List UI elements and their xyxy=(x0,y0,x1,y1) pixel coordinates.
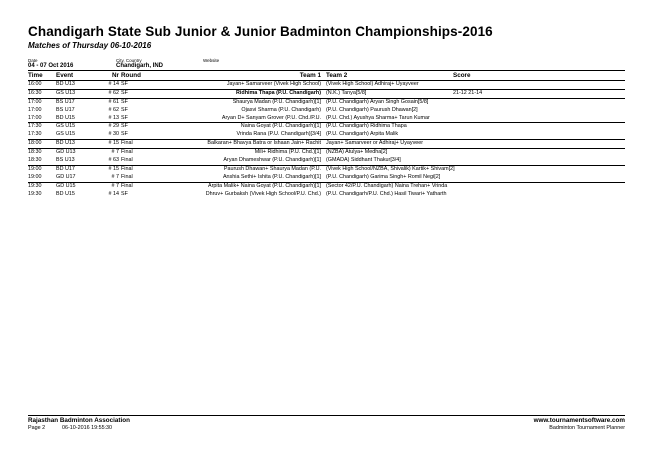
cell-time: 17:30 xyxy=(28,131,42,138)
cell-team2: (NZBA) Atulya+ Medha[2] xyxy=(326,149,388,156)
col-team1: Team 1 xyxy=(299,72,321,79)
cell-nr: # 30 xyxy=(108,131,119,138)
cell-round: SF xyxy=(121,123,128,130)
cell-team1: Jayan+ Samarveer (Vivek High School) xyxy=(226,81,321,87)
footer-product: Badminton Tournament Planner xyxy=(549,425,625,431)
page-number: Page 2 xyxy=(28,425,46,431)
cell-event: BD U13 xyxy=(56,140,75,147)
col-time: Time xyxy=(28,72,43,79)
cell-round: Final xyxy=(121,149,133,156)
cell-round: Final xyxy=(121,157,133,164)
cell-round: SF xyxy=(121,106,128,113)
cell-nr: # 29 xyxy=(108,123,119,130)
table-row xyxy=(28,107,625,115)
cell-event: GD U15 xyxy=(56,182,76,189)
city-value: Chandigarh, IND xyxy=(116,63,164,69)
cell-event: GD U13 xyxy=(56,149,76,156)
col-round: Round xyxy=(121,72,141,79)
cell-team2: (GMADA) Siddhant Thakur[3/4] xyxy=(326,157,401,164)
cell-event: BD U15 xyxy=(56,190,75,197)
cell-score: 21-12 21-14 xyxy=(453,89,483,96)
cell-round: Final xyxy=(121,165,133,172)
cell-team1: Anshia Sethi+ Ishita (P.U. Chandigarh)[1] xyxy=(222,173,321,180)
date-label: Date xyxy=(28,58,38,63)
cell-time: 17:00 xyxy=(28,98,42,105)
cell-team1: Aryan D+ Sanyam Grover (P.U. Chd./P.U. xyxy=(221,114,321,121)
cell-team1: Arpita Malik+ Naina Goyat (P.U. Chandigarh)[1] xyxy=(207,182,321,189)
cell-time: 19:30 xyxy=(28,182,42,189)
cell-round: SF xyxy=(121,98,128,105)
print-timestamp: 06-10-2016 19:55:30 xyxy=(62,425,113,431)
cell-nr: # 14 xyxy=(108,81,119,87)
cell-team2: Jayan+ Samarveer or Adhiraj+ Uyayveer xyxy=(326,140,424,147)
cell-round: SF xyxy=(121,81,128,87)
cell-team1: Mili+ Ridhima (P.U. Chd.)[1] xyxy=(254,149,321,156)
cell-round: SF xyxy=(121,114,128,121)
cell-team2: (P.U. Chandigarh) Garima Singh+ Romil Negi[2] xyxy=(326,173,441,180)
cell-team2: (P.U. Chandigarh) Aryan Singh Gosain[5/8] xyxy=(326,98,429,105)
cell-event: BS U17 xyxy=(56,106,75,113)
cell-time: 17:00 xyxy=(28,114,42,121)
table-row xyxy=(28,165,625,174)
cell-team2: (P.U. Chandigarh) Arpita Malik xyxy=(326,131,399,138)
cell-nr: # 63 xyxy=(108,157,119,164)
cell-round: Final xyxy=(121,140,133,147)
col-nr: Nr xyxy=(112,72,119,79)
cell-time: 19:30 xyxy=(28,190,42,197)
date-value: 04 - 07 Oct 2016 xyxy=(28,63,74,69)
cell-team1: Dhruv+ Gurbaksh (Vivek High School/P.U. Chd.) xyxy=(205,190,321,197)
table-row xyxy=(28,157,625,165)
cell-nr: # 7 xyxy=(111,173,119,180)
table-row xyxy=(28,148,625,157)
table-row xyxy=(28,98,625,107)
cell-nr: # 7 xyxy=(111,182,119,189)
cell-team2: (Vivek High School/NZBA, Shivalik) Kartik+ Shivam[2] xyxy=(326,165,455,172)
cell-team1: Paurush Dhawan+ Shaurya Madan (P.U. xyxy=(223,165,321,172)
cell-team1: Aryan Dhameshwar (P.U. Chandigarh)[1] xyxy=(223,157,321,164)
cell-time: 18:30 xyxy=(28,157,42,164)
page-title: Chandigarh State Sub Junior & Junior Badminton Championships-2016 xyxy=(28,24,493,39)
cell-time: 17:00 xyxy=(28,106,42,113)
cell-event: BD U15 xyxy=(56,114,75,121)
col-team2: Team 2 xyxy=(326,72,348,79)
cell-round: SF xyxy=(121,131,128,138)
cell-event: GD U17 xyxy=(56,173,76,180)
table-row xyxy=(28,191,625,199)
cell-round: Final xyxy=(121,182,133,189)
cell-team1: Ridhima Thapa (P.U. Chandigarh) xyxy=(236,89,321,96)
cell-nr: # 7 xyxy=(111,149,119,156)
cell-time: 17:30 xyxy=(28,123,42,130)
cell-team1: Balkaran+ Bhavya Batra or Ishaan Jain+ Rachit xyxy=(207,140,321,147)
cell-team2: (Vivek High School) Adhiraj+ Uyayveer xyxy=(326,81,419,87)
cell-team1: Vrinda Rana (P.U. Chandigarh)[3/4] xyxy=(236,131,321,138)
cell-round: SF xyxy=(121,89,128,96)
cell-team1: Naina Goyat (P.U. Chandigarh)[1] xyxy=(240,123,321,130)
cell-time: 19:00 xyxy=(28,165,42,172)
cell-team1: Shaurya Madan (P.U. Chandigarh)[1] xyxy=(232,98,321,105)
cell-round: SF xyxy=(121,190,128,197)
cell-nr: # 61 xyxy=(108,98,119,105)
cell-event: GS U15 xyxy=(56,131,76,138)
website-label: Website xyxy=(203,58,220,63)
cell-team2: (N.K.) Tanya[5/8] xyxy=(326,89,367,96)
table-row xyxy=(28,139,625,148)
col-score: Score xyxy=(453,72,471,79)
cell-time: 16:30 xyxy=(28,89,42,96)
col-event: Event xyxy=(56,72,74,79)
cell-team2: (P.U. Chd.) Ayushya Sharma+ Tarun Kumar xyxy=(326,114,430,121)
cell-nr: # 15 xyxy=(108,140,119,147)
cell-team2: (P.U. Chandigarh) Paurush Dhawan[2] xyxy=(326,106,418,113)
table-row xyxy=(28,182,625,191)
cell-nr: # 62 xyxy=(108,89,119,96)
cell-nr: # 15 xyxy=(108,165,119,172)
cell-event: GS U13 xyxy=(56,89,76,96)
cell-event: BD U17 xyxy=(56,165,75,172)
table-header xyxy=(28,71,625,80)
cell-time: 19:00 xyxy=(28,173,42,180)
cell-time: 16:00 xyxy=(28,81,42,87)
cell-team2: (P.U. Chandigarh) Ridhima Thapa xyxy=(326,123,407,130)
cell-event: BS U13 xyxy=(56,157,75,164)
cell-event: GS U15 xyxy=(56,123,76,130)
table-body xyxy=(28,81,625,198)
cell-round: Final xyxy=(121,173,133,180)
city-label: City, Country xyxy=(116,58,142,63)
footer-organization: Rajasthan Badminton Association xyxy=(28,417,130,424)
matches-table xyxy=(28,71,625,198)
table-row xyxy=(28,122,625,131)
footer-rule xyxy=(28,415,625,416)
cell-nr: # 14 xyxy=(108,190,119,197)
cell-time: 18:00 xyxy=(28,140,42,147)
cell-team2: (Sector 42/P.U. Chandigarh) Naina Trehan+ Vrinda xyxy=(326,182,448,189)
footer-website[interactable]: www.tournamentsoftware.com xyxy=(533,417,625,424)
cell-nr: # 62 xyxy=(108,106,119,113)
cell-nr: # 13 xyxy=(108,114,119,121)
cell-time: 18:30 xyxy=(28,149,42,156)
table-row xyxy=(28,89,625,98)
table-row xyxy=(28,174,625,182)
cell-team1: Ojasvi Sharma (P.U. Chandigarh) xyxy=(241,106,321,113)
table-row xyxy=(28,115,625,123)
cell-event: BD U13 xyxy=(56,81,75,87)
page-subtitle: Matches of Thursday 06-10-2016 xyxy=(28,41,152,50)
table-row xyxy=(28,131,625,139)
cell-team2: (P.U. Chandigarh/P.U. Chd.) Hasil Tiwari+ Yatharth xyxy=(326,190,447,197)
table-row xyxy=(28,81,625,89)
cell-event: BS U17 xyxy=(56,98,75,105)
